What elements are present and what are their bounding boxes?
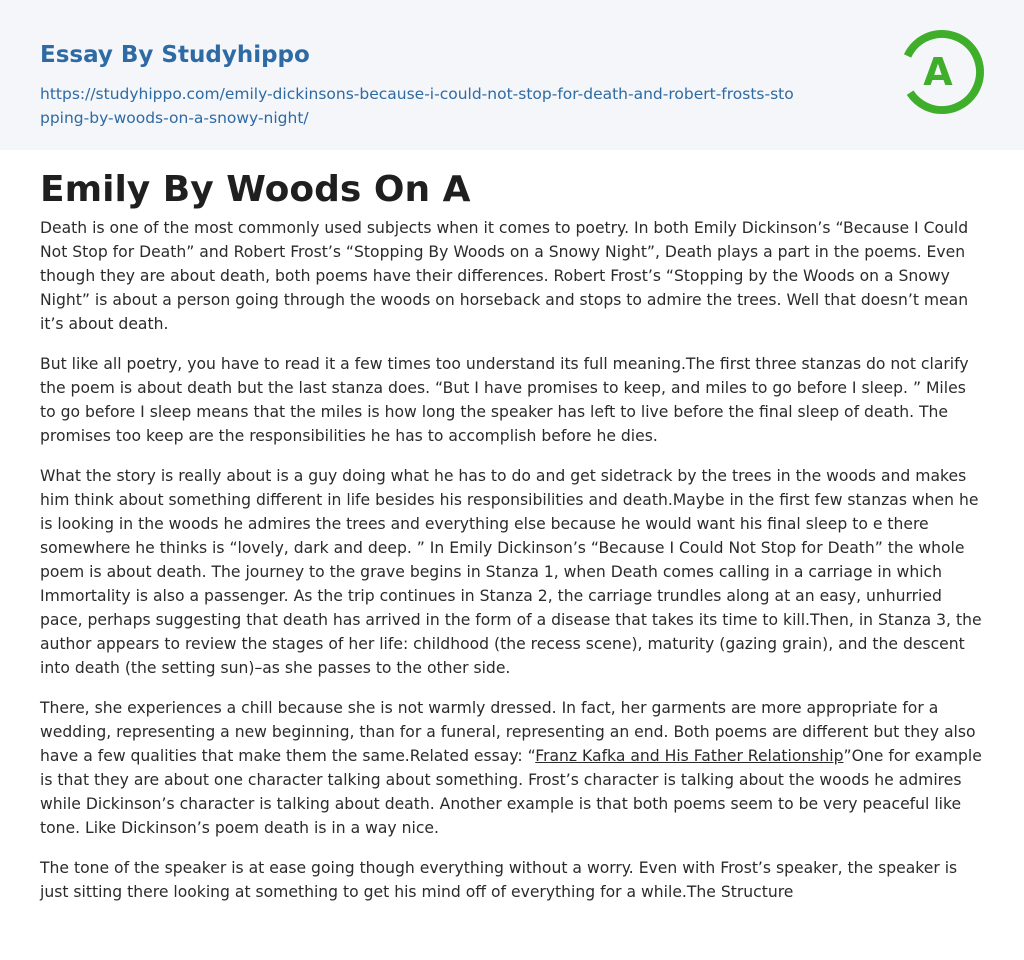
paragraph-text: There, she experiences a chill because she is not warmly dressed. In fact, her garments are more appropriate for a wedding, representing a new beginning, than for a funeral, representing an end. Both poems are different but they also have a few qualities that make them the same.Related essay: “	[40, 699, 976, 765]
essay-paragraph: But like all poetry, you have to read it a few times too understand its full meaning.The first three stanzas do not clarify the poem is about death but the last stanza does. “But I have promises to keep, and miles to go before I sleep. ” Miles to go before I sleep means that the miles is how long the speaker has left to live before the final sleep of death. The promises too keep are the responsibilities he has to accomplish before he dies.	[40, 355, 969, 445]
essay-content	[0, 150, 1024, 904]
source-url-link[interactable]: https://studyhippo.com/emily-dickinsons-because-i-could-not-stop-for-death-and-robert-frosts-stopping-by-woods-on-a-snowy-night/	[40, 85, 794, 127]
paragraph-text: ”One for example is that they are about one character talking about something. Frost’s character is talking about the woods he admires while Dickinson’s character is talking about death. Another example is that both poems seem to be very peaceful like tone. Like Dickinson’s poem death is in a way nice.	[40, 747, 982, 837]
studyhippo-logo-icon[interactable]	[898, 28, 986, 116]
related-essay-link[interactable]: Franz Kafka and His Father Relationship	[535, 747, 844, 765]
essay-paragraph: What the story is really about is a guy doing what he has to do and get sidetrack by the trees in the woods and makes him think about something different in life besides his responsibilities and death.Maybe in the first few stanzas when he is looking in the woods he admires the trees and everything else because he would want his final sleep to e there somewhere he thinks is “lovely, dark and deep. ” In Emily Dickinson’s “Because I Could Not Stop for Death” the whole poem is about death. The journey to the grave begins in Stanza 1, when Death comes calling in a carriage in which Immortality is also a passenger. As the trip continues in Stanza 2, the carriage trundles along at an easy, unhurried pace, perhaps suggesting that death has arrived in the form of a disease that takes its time to kill.Then, in Stanza 3, the author appears to review the stages of her life: childhood (the recess scene), maturity (gazing grain), and the descent into death (the setting sun)–as she passes to the other side.	[40, 467, 982, 677]
essay-paragraph: The tone of the speaker is at ease going though everything without a worry. Even with Frost’s speaker, the speaker is just sitting there looking at something to get his mind off of everything for a while.The Structure	[40, 859, 958, 901]
site-title[interactable]: Essay By Studyhippo	[40, 42, 310, 68]
logo-letter: A	[923, 50, 953, 94]
essay-title: Emily By Woods On A	[40, 169, 471, 210]
site-header	[0, 0, 1024, 150]
essay-paragraph	[40, 696, 984, 840]
essay-paragraph: Death is one of the most commonly used subjects when it comes to poetry. In both Emily Dickinson’s “Because I Could Not Stop for Death” and Robert Frost’s “Stopping By Woods on a Snowy Night”, Death plays a part in the poems. Even though they are about death, both poems have their differences. Robert Frost’s “Stopping by the Woods on a Snowy Night” is about a person going through the woods on horseback and stops to admire the trees. Well that doesn’t mean it’s about death.	[40, 219, 969, 333]
